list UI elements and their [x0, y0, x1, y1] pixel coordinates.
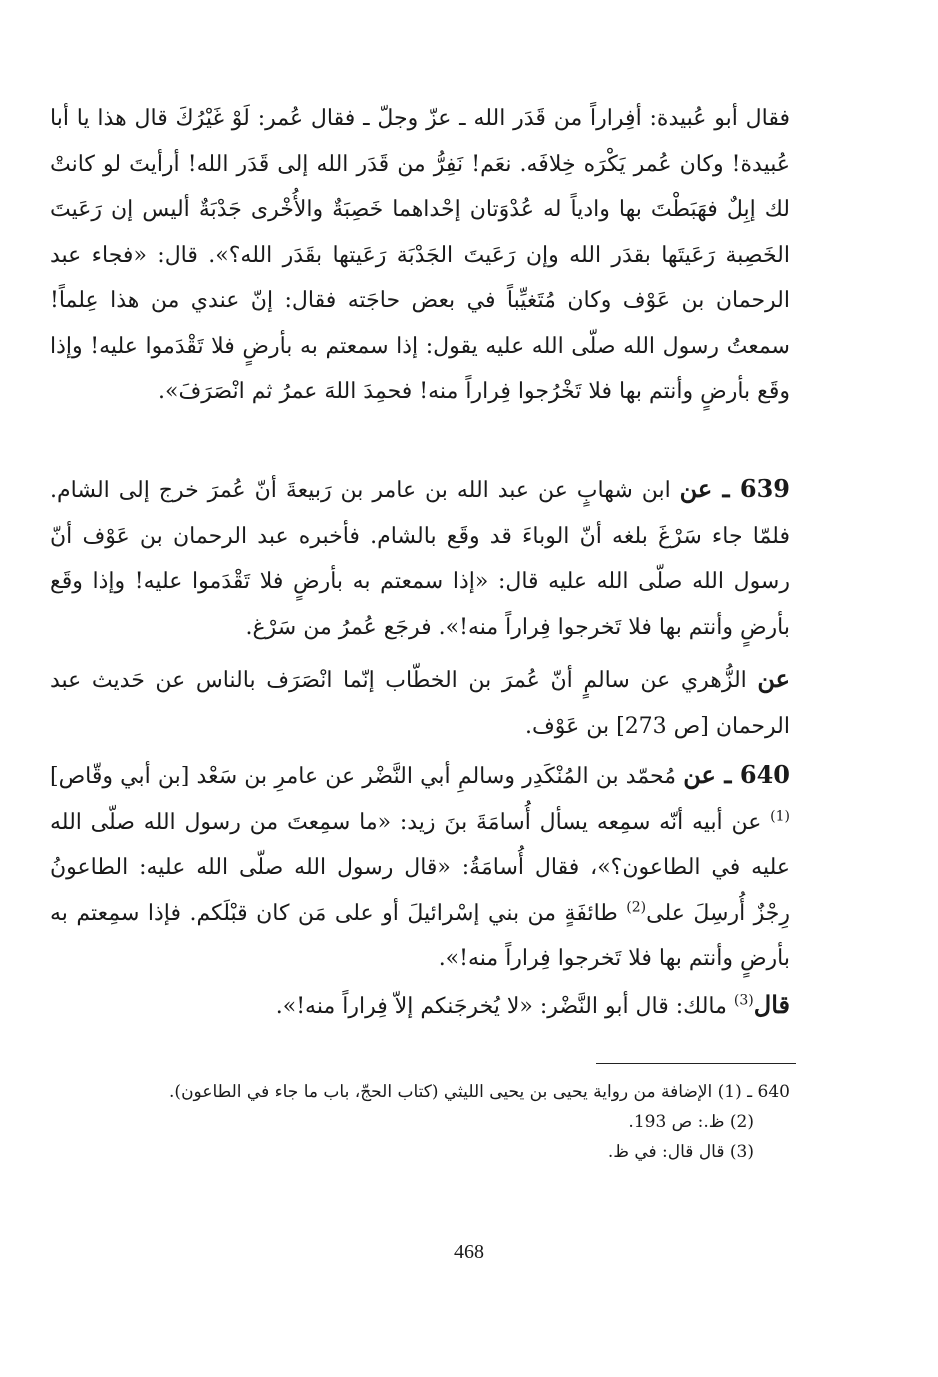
- paragraph-1: [50, 96, 790, 415]
- footnote-3: (3) قال قال: في ظ.: [607, 1142, 754, 1162]
- hadith-number-640: 640 ـ عن: [683, 760, 790, 789]
- hadith-639-text: ابن شهابٍ عن عبد الله بن عامر بن رَبيعةَ أنّ عُمرَ خرج إلى الشام. فلمّا جاء سَرْغَ بلغه أنّ الوباءَ قد وقَع بالشام. فأخبره عبد الرحمان بن عَوْف أنّ رسول الله صلّى الله عليه قال: «إذا سمعتم به بأرضٍ فلا تَقْدَموا عليه! وإذا وقَع بأرضٍ وأنتم بها فلا تَخرجوا فِراراً منه!». فرجَع عُمرُ من سَرْغ.: [50, 478, 790, 640]
- zuhri-text: الزُّهري عن سالمٍ أنّ عُمرَ بن الخطّاب إنّما انْصَرَف بالناس عن حَديث عبد الرحمان [ص 273] بن عَوْف.: [50, 668, 790, 739]
- footnote-ref-2: (2): [626, 899, 647, 916]
- hadith-640-text-a: مُحمّد بن المُنْكَدِر وسالمِ أبي النَّضْر عن عامرِ بن سَعْد [بن أبي وقّاص]: [50, 764, 677, 789]
- hadith-640-text-c: طائفَةٍ من بني إسْرائيلَ أو على مَن كان قبْلَكم. فإذا سمِعتم به بأرضٍ وأنتم بها فلا تَخرجوا فِراراً منه!».: [50, 900, 790, 971]
- page-number: 468: [454, 1241, 484, 1263]
- lead-word-an: عن: [757, 664, 790, 693]
- hadith-number-639: 639 ـ عن: [679, 474, 790, 503]
- footnote-1: 640 ـ (1) الإضافة من رواية يحيى بن يحيى الليثي (كتاب الحجّ، باب ما جاء في الطاعون).: [169, 1082, 790, 1102]
- footnote-ref-1: (1): [770, 808, 790, 825]
- paragraph-zuhri: [50, 656, 790, 749]
- paragraph-malik: [50, 982, 790, 1030]
- footnote-divider: [596, 1063, 796, 1064]
- paragraph-1-text: فقال أبو عُبيدة: أفِراراً من قَدَر الله ـ عزّ وجلّ ـ فقال عُمر: لَوْ غَيْرُكَ قال هذا يا أبا عُبيدة! وكان عُمر يَكْرَه خِلافَه. نعَم! نَفِرُّ من قَدَر الله إلى قَدَر الله! أرأيتَ لو كانتْ لك إبِلٌ فهَبَطْتَ بها وادياً له عُدْوَتان إحْداهما خَصِبَةٌ والأُخْرى جَدْبَةٌ أليس إن رَعَيتَ الخَصِبة رَعَيتَها بقدَر الله وإن رَعَيتَ الجَدْبَة رَعَيتها بقَدَر الله؟». قال: «فجاء عبد الرحمان بن عَوْف وكان مُتَغيِّباً في بعض حاجَته فقال: إنّ عندي من هذا عِلماً! سمعتُ رسول الله صلّى الله عليه يقول: إذا سمعتم به بأرضٍ فلا تَقْدَموا عليه! وإذا وقَع بأرضٍ وأنتم بها فلا تَخْرُجوا فِراراً منه! فحمِدَ اللهَ عمرُ ثم انْصَرَفَ».: [50, 106, 790, 404]
- malik-text: مالك: قال أبو النَّضْر: «لا يُخرجَنكم إلاّ فِراراً منه!».: [275, 994, 727, 1019]
- lead-word-qala: قال: [753, 990, 790, 1019]
- hadith-640-text-b: عن أبيه أنّه سمِعه يسأل أُسامَةَ بنَ زيد: «ما سمِعتَ من رسول الله صلّى الله عليه في الطاعون؟»، فقال أُسامَةُ: «قال رسول الله صلّى الله عليه: الطاعونُ رِجْزٌ أُرسِلَ على: [50, 809, 790, 926]
- paragraph-hadith-639: [50, 466, 790, 650]
- footnote-2: (2) ظ.: ص 193.: [628, 1112, 754, 1132]
- paragraph-hadith-640: [50, 752, 790, 982]
- footnotes: [90, 1077, 790, 1167]
- footnote-ref-3: (3): [733, 992, 754, 1009]
